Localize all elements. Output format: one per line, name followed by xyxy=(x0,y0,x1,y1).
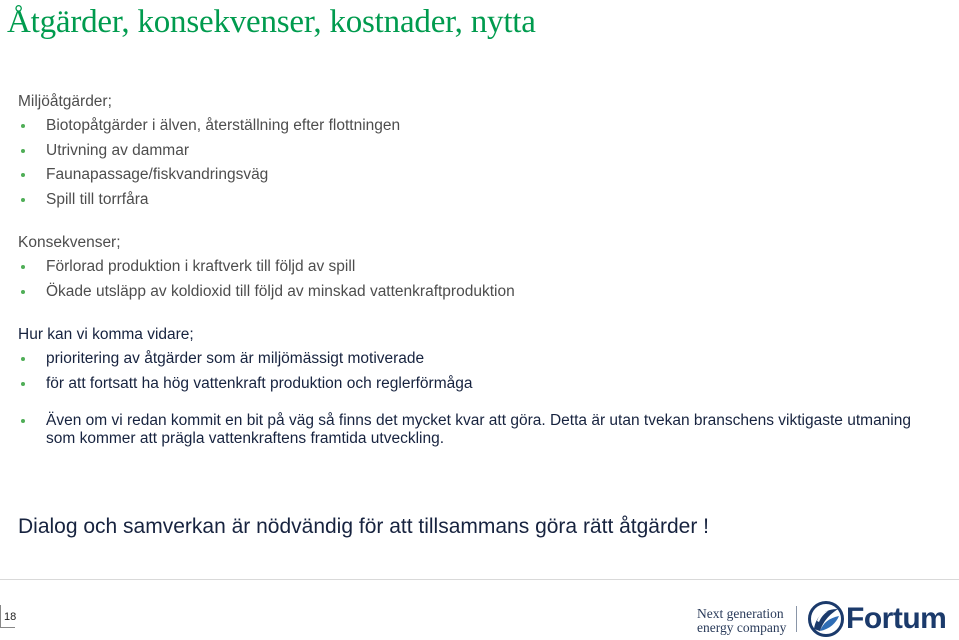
company-tagline xyxy=(697,607,786,635)
list-item-text: för att fortsatt ha hög vattenkraft produktion och reglerförmåga xyxy=(46,374,473,392)
group-konsekvenser xyxy=(18,231,948,304)
bullet-icon xyxy=(21,419,25,423)
page-number-text: 18 xyxy=(4,611,17,623)
list-item xyxy=(18,372,948,397)
bullet-icon xyxy=(21,290,25,294)
footer-separator xyxy=(796,606,797,632)
list-item-text: prioritering av åtgärder som är miljömässigt motiverade xyxy=(46,350,425,367)
bullet-list xyxy=(18,114,948,212)
list-item-text: Förlorad produktion i kraftverk till följd av spill xyxy=(46,258,356,275)
footer-divider xyxy=(0,579,959,580)
logo-wordmark: Fortum xyxy=(846,602,947,635)
list-item xyxy=(18,280,948,305)
list-item xyxy=(18,347,948,372)
list-item-text: Biotopåtgärder i älven, återställning efter flottningen xyxy=(46,117,401,134)
fortum-logo-icon xyxy=(808,601,844,637)
bullet-icon xyxy=(21,265,25,269)
list-item-text: Faunapassage/fiskvandringsväg xyxy=(46,166,269,183)
list-item xyxy=(18,188,948,213)
list-item-text: Spill till torrfåra xyxy=(46,190,149,208)
list-item-text: Ökade utsläpp av koldioxid till följd av minskad vattenkraftproduktion xyxy=(46,282,515,300)
list-item xyxy=(18,139,948,164)
list-item xyxy=(18,412,926,448)
group-hur-kan-vi xyxy=(18,323,948,396)
list-item xyxy=(18,255,948,280)
bullet-icon xyxy=(21,382,25,386)
group-heading: Miljöåtgärder; xyxy=(18,93,112,110)
slide-title: Åtgärder, konsekvenser, kostnader, nytta xyxy=(7,4,536,40)
bullet-icon xyxy=(21,173,25,177)
tagline-line-1: Next generation xyxy=(697,606,784,621)
page-number xyxy=(0,605,15,628)
group-heading: Hur kan vi komma vidare; xyxy=(18,326,194,343)
bullet-icon xyxy=(21,124,25,128)
tagline-line-2: energy company xyxy=(697,620,787,635)
group-final xyxy=(18,412,948,448)
list-item-text: Även om vi redan kommit en bit på väg så finns det mycket kvar att göra. Detta är utan tvekan branschens viktigaste utmaning som kommer att prägla vattenkraftens framtida utveckling. xyxy=(46,412,911,447)
bullet-icon xyxy=(21,149,25,153)
list-item xyxy=(18,163,948,188)
conclusion-text: Dialog och samverkan är nödvändig för att tillsammans göra rätt åtgärder ! xyxy=(18,515,710,538)
bullet-icon xyxy=(21,357,25,361)
slide-content xyxy=(18,90,948,448)
list-item xyxy=(18,114,948,139)
fortum-logo xyxy=(808,601,958,637)
list-item-text: Utrivning av dammar xyxy=(46,141,189,159)
bullet-list xyxy=(18,255,948,304)
bullet-icon xyxy=(21,198,25,202)
bullet-list xyxy=(18,347,948,396)
bullet-list xyxy=(18,412,948,448)
group-heading: Konsekvenser; xyxy=(18,234,121,251)
group-miljoatgarder xyxy=(18,90,948,212)
